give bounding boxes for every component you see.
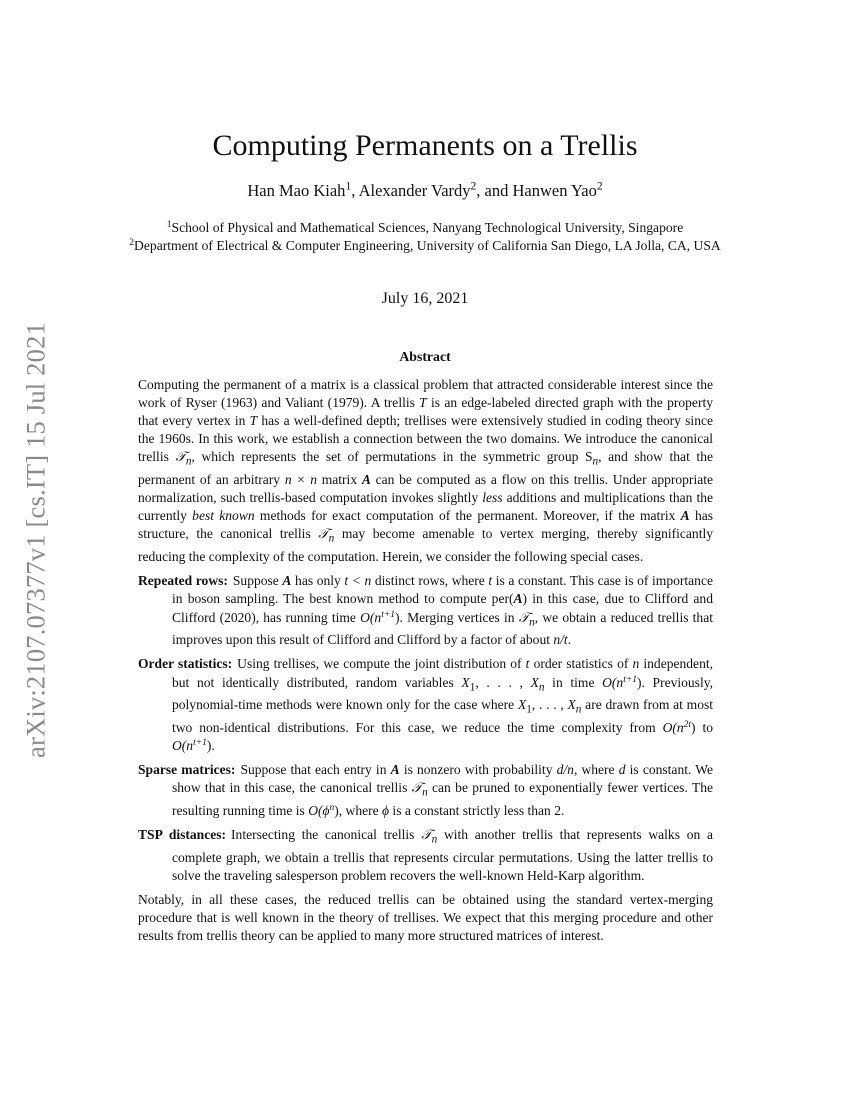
affiliation-text: Department of Electrical & Computer Engineering, University of California San Diego, LA Jolla, CA, USA <box>134 238 721 253</box>
affiliation-text: School of Physical and Mathematical Sciences, Nanyang Technological University, Singapore <box>171 220 684 235</box>
text-run: is nonzero with probability <box>399 762 557 778</box>
math-symbol: T <box>419 395 427 411</box>
text-run: ), where <box>334 803 383 819</box>
case-label: TSP distances: <box>138 827 227 843</box>
author-affiliation-mark: 2 <box>596 180 603 193</box>
text-run: can be pruned to exponentially fewer vertices. The resulting running time is <box>172 780 713 819</box>
text-run: with another trellis that represents walks on a complete graph, we obtain a trellis that represents circular permutations. Using the latter trellis to solve the traveling salesperson problem recovers the well-known Held-Karp algorithm. <box>172 827 713 884</box>
math-symbol: S <box>584 449 593 465</box>
case-sparse-matrices <box>138 761 713 820</box>
text-run: matrix <box>317 472 362 488</box>
text-run: is a constant strictly less than 2. <box>389 803 565 819</box>
affiliation-mark: 2 <box>129 237 135 248</box>
math-symbol: T <box>249 413 258 429</box>
text-run: , we obtain a reduced trellis that improves upon this result of Clifford and Clifford by a factor of about <box>172 609 713 648</box>
math-subscript: n <box>592 456 599 469</box>
math-ellipsis: , . . . , <box>531 697 568 713</box>
text-run: can be computed as a flow on this trellis. Under appropriate normalization, such trellis-based computation invokes slightly <box>138 472 713 506</box>
math-subscript: n <box>431 833 438 846</box>
math-superscript: 2t <box>683 719 692 730</box>
math-expression: n/t <box>553 632 568 648</box>
math-expression: t < n <box>344 573 372 589</box>
math-subscript: 1 <box>469 681 476 694</box>
math-symbol: X <box>517 697 527 713</box>
case-repeated-rows <box>138 572 713 649</box>
text-run: additions and multiplications than the currently <box>138 490 713 524</box>
math-subscript: n <box>422 787 428 800</box>
math-symbol: X <box>530 674 539 690</box>
author-separator: , and <box>476 181 513 200</box>
affiliation-list <box>0 219 850 255</box>
text-run: Suppose <box>232 573 283 589</box>
text-run: , where <box>573 762 619 778</box>
math-expression: O(n <box>360 609 382 625</box>
math-symbol: A <box>390 762 400 778</box>
text-run: has only <box>291 573 345 589</box>
author-affiliation-mark: 1 <box>345 180 352 193</box>
abstract-body <box>138 376 713 946</box>
math-subscript: n <box>538 681 545 694</box>
text-run: ). <box>206 738 215 754</box>
math-subscript: n <box>328 533 335 546</box>
text-run: in time <box>544 674 603 690</box>
math-subscript: n <box>529 616 535 629</box>
text-run: , which represents the set of permutations in the symmetric group <box>191 449 585 465</box>
text-run: , and show that the permanent of an arbitrary <box>138 449 713 488</box>
math-symbol: t <box>525 656 530 672</box>
math-superscript: n <box>329 802 335 813</box>
text-run: . <box>567 632 572 648</box>
math-ellipsis: , . . . , <box>475 674 531 690</box>
math-superscript: t+1 <box>623 674 637 685</box>
arxiv-sidebar <box>14 320 58 760</box>
affiliation-mark: 1 <box>166 219 172 230</box>
math-superscript: t+1 <box>193 738 207 748</box>
case-order-statistics <box>138 655 713 755</box>
math-expression: n × n <box>284 472 317 488</box>
author-name: Hanwen Yao <box>512 181 597 200</box>
affiliation <box>0 237 850 255</box>
text-run: may become amenable to vertex merging, thereby significantly reducing the complexity of the computation. Herein, we consider the following special cases. <box>138 526 713 565</box>
affiliation <box>0 219 850 237</box>
text-run: Using trellises, we compute the joint distribution of <box>237 656 526 672</box>
text-run: is constant. We show that in this case, the canonical trellis <box>172 762 713 796</box>
math-subscript: n <box>185 456 192 469</box>
case-label: Repeated rows: <box>138 573 228 589</box>
abstract-heading: Abstract <box>399 349 451 364</box>
math-symbol: A <box>680 508 690 524</box>
arxiv-identifier: arXiv:2107.07377v1 [cs.IT] 15 Jul 2021 <box>20 322 51 758</box>
math-expression: O(n <box>172 738 194 754</box>
math-symbol: 𝒯 <box>411 780 423 796</box>
math-symbol: A <box>282 573 292 589</box>
math-symbol: A <box>513 591 523 607</box>
math-symbol: n <box>632 656 640 672</box>
author-affiliation-mark: 2 <box>470 180 477 193</box>
author-name: Alexander Vardy <box>358 181 471 200</box>
math-symbol: 𝒯 <box>421 827 432 843</box>
text-run: ) in this case, due to Clifford and Clifford (2020), has running time <box>172 591 713 625</box>
emphasis: less <box>482 490 503 506</box>
math-symbol: ϕ <box>382 803 390 819</box>
case-tsp-distances <box>138 826 713 885</box>
math-symbol: 𝒯 <box>518 609 530 625</box>
text-run: Intersecting the canonical trellis <box>231 827 422 843</box>
math-symbol: X <box>567 697 576 713</box>
math-symbol: d <box>618 762 626 778</box>
math-expression: O(ϕ <box>308 803 330 819</box>
text-run: is an edge-labeled directed graph with the property that every vertex in <box>138 395 713 429</box>
author-list <box>0 180 850 202</box>
math-subscript: n <box>575 704 582 717</box>
math-expression: d/n <box>556 762 574 778</box>
math-symbol: 𝒯 <box>175 449 186 465</box>
special-cases-list <box>138 572 713 885</box>
text-run: has structure, the canonical trellis <box>138 508 714 542</box>
emphasis: best known <box>192 508 255 524</box>
case-label: Sparse matrices: <box>138 762 236 778</box>
text-run: Computing the permanent of a matrix is a classical problem that attracted considerable interest since the work of Ryser (1963) and Valiant (1979). A trellis <box>138 377 713 411</box>
math-symbol: A <box>361 472 371 488</box>
text-run: has a well-defined depth; trellises were extensively studied in coding theory since the 1960s. In this work, we establish a connection between the two domains. We introduce the canonical trellis <box>138 413 713 465</box>
text-run: ) to <box>691 720 713 736</box>
text-run: ). Previously, polynomial-time methods were known only for the case where <box>172 674 713 713</box>
math-symbol: 𝒯 <box>318 526 329 542</box>
math-expression: O(n <box>602 674 624 690</box>
case-label: Order statistics: <box>138 656 233 672</box>
text-run: distinct rows, where <box>371 573 489 589</box>
math-subscript: 1 <box>526 704 532 717</box>
abstract-intro-paragraph <box>138 376 713 566</box>
abstract-closing-paragraph: Notably, in all these cases, the reduced trellis can be obtained using the standard vertex-merging procedure that is well known in the theory of trellises. We expect that this merging procedure and other results from trellis theory can be applied to many more structured matrices of interest. <box>138 892 713 944</box>
text-run: is a constant. This case is of importance in boson sampling. The best known method to compute per( <box>172 573 713 607</box>
author-name: Han Mao Kiah <box>247 181 346 200</box>
author-separator: , <box>351 181 359 200</box>
text-run: are drawn from at most two non-identical distributions. For this case, we reduce the time complexity from <box>172 697 714 736</box>
math-symbol: X <box>461 674 470 690</box>
text-run: independent, but not identically distributed, random variables <box>172 656 713 690</box>
text-run: order statistics of <box>529 656 633 672</box>
math-expression: O(n <box>662 720 684 736</box>
text-run: ). Merging vertices in <box>394 609 519 625</box>
text-run: Suppose that each entry in <box>240 762 391 778</box>
text-run: methods for exact computation of the permanent. Moreover, if the matrix <box>254 508 681 524</box>
math-superscript: t+1 <box>381 609 395 620</box>
paper-date: July 16, 2021 <box>381 290 469 307</box>
paper-title: Computing Permanents on a Trellis <box>212 129 638 162</box>
math-symbol: t <box>488 573 493 589</box>
